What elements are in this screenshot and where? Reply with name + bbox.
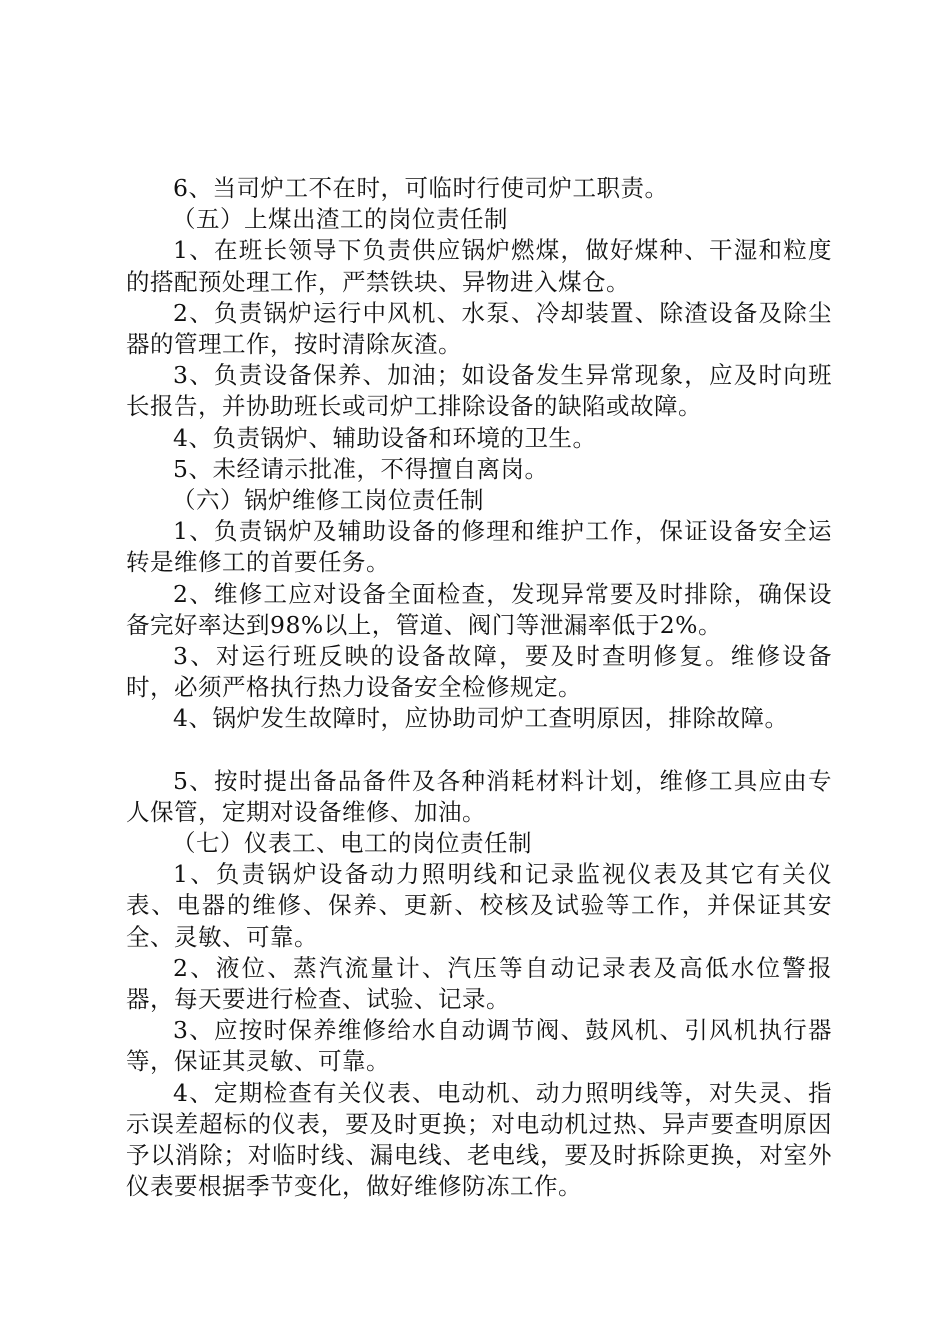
paragraph: 1、负责锅炉设备动力照明线和记录监视仪表及其它有关仪表、电器的维修、保养、更新、校核及试验等工作，并保证其安全、灵敏、可靠。 (126, 860, 832, 951)
section-heading: （七）仪表工、电工的岗位责任制 (172, 829, 532, 858)
section-heading: （六）锅炉维修工岗位责任制 (172, 486, 484, 515)
paragraph: 4、负责锅炉、辅助设备和环境的卫生。 (173, 423, 597, 452)
section-heading: （五）上煤出渣工的岗位责任制 (172, 205, 508, 234)
document-body (126, 173, 832, 1203)
paragraph: 2、负责锅炉运行中风机、水泵、冷却装置、除渣设备及除尘器的管理工作，按时清除灰渣。 (126, 298, 832, 359)
paragraph: 5、按时提出备品备件及各种消耗材料计划，维修工具应由专人保管，定期对设备维修、加油。 (126, 766, 832, 826)
paragraph: 4、锅炉发生故障时，应协助司炉工查明原因，排除故障。 (173, 704, 789, 733)
paragraph: 1、负责锅炉及辅助设备的修理和维护工作，保证设备安全运转是维修工的首要任务。 (126, 517, 832, 577)
paragraph: 2、液位、蒸汽流量计、汽压等自动记录表及高低水位警报器，每天要进行检查、试验、记录。 (126, 953, 832, 1014)
paragraph: 3、对运行班反映的设备故障，要及时查明修复。维修设备时，必须严格执行热力设备安全检修规定。 (126, 642, 832, 702)
paragraph: 3、负责设备保养、加油；如设备发生异常现象，应及时向班长报告，并协助班长或司炉工排除设备的缺陷或故障。 (126, 361, 832, 421)
paragraph: 6、当司炉工不在时，可临时行使司炉工职责。 (173, 174, 669, 202)
paragraph: 4、定期检查有关仪表、电动机、动力照明线等，对失灵、指示误差超标的仪表，要及时更换；对电动机过热、异声要查明原因予以消除；对临时线、漏电线、老电线，要及时拆除更换，对室外仪表要根据季节变化，做好维修防冻工作。 (126, 1078, 832, 1201)
paragraph: 3、应按时保养维修给水自动调节阀、鼓风机、引风机执行器等，保证其灵敏、可靠。 (126, 1016, 832, 1076)
blank-line (126, 735, 832, 766)
paragraph: 1、在班长领导下负责供应锅炉燃煤，做好煤种、干湿和粒度的搭配预处理工作，严禁铁块、异物进入煤仓。 (126, 236, 832, 296)
paragraph: 2、维修工应对设备全面检查，发现异常要及时排除，确保设备完好率达到98%以上，管道、阀门等泄漏率低于2%。 (126, 579, 832, 639)
paragraph: 5、未经请示批准，不得擅自离岗。 (173, 454, 549, 483)
